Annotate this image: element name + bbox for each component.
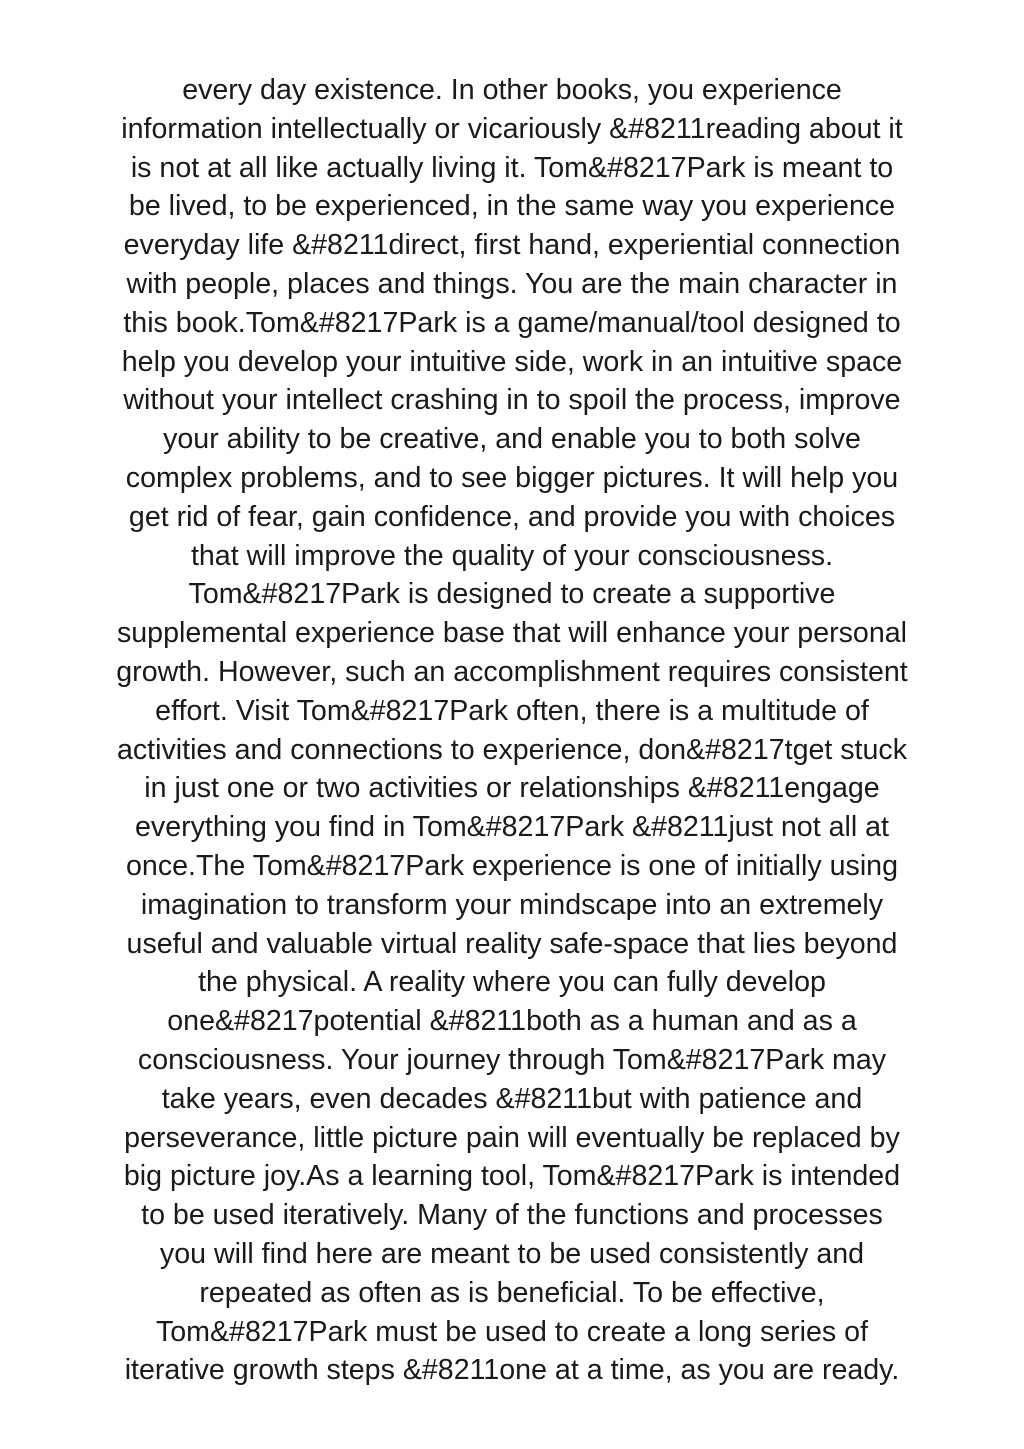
text-line: one&#8217potential &#8211both as a human and as a <box>167 1005 857 1038</box>
text-line: information intellectually or vicariously &#8211reading about it <box>121 112 903 145</box>
text-line: this book.Tom&#8217Park is a game/manual/tool designed to <box>123 306 901 339</box>
text-line: supplemental experience base that will enhance your personal <box>116 617 907 650</box>
text-line: imagination to transform your mindscape into an extremely <box>140 888 884 921</box>
text-line: with people, places and things. You are the main character in <box>126 267 898 300</box>
text-line: consciousness. Your journey through Tom&#8217Park may <box>137 1043 887 1076</box>
text-line: activities and connections to experience, don&#8217tget stuck <box>116 733 907 766</box>
text-line: that will improve the quality of your consciousness. <box>190 539 834 572</box>
text-line: big picture joy.As a learning tool, Tom&#8217Park is intended <box>123 1160 901 1193</box>
text-line: to be used iteratively. Many of the functions and processes <box>141 1199 883 1232</box>
text-line: take years, even decades &#8211but with patience and <box>161 1082 863 1115</box>
text-line: Tom&#8217Park is designed to create a supportive <box>188 578 836 611</box>
text-line: once.The Tom&#8217Park experience is one of initially using <box>126 849 898 882</box>
text-line: everything you find in Tom&#8217Park &#8211just not all at <box>135 811 889 844</box>
text-line: without your intellect crashing in to spoil the process, improve <box>123 384 901 417</box>
text-line: help you develop your intuitive side, work in an intuitive space <box>121 345 903 378</box>
text-line: Tom&#8217Park must be used to create a long series of <box>155 1315 869 1348</box>
text-line: repeated as often as is beneficial. To be effective, <box>199 1276 825 1309</box>
text-line: is not at all like actually living it. Tom&#8217Park is meant to <box>130 151 894 184</box>
text-line: in just one or two activities or relationships &#8211engage <box>144 772 880 805</box>
text-line: you will find here are meant to be used consistently and <box>159 1237 865 1270</box>
text-line: every day existence. In other books, you experience <box>182 74 842 106</box>
text-line: get rid of fear, gain confidence, and provide you with choices <box>128 500 896 533</box>
text-line: be lived, to be experienced, in the same way you experience <box>128 190 896 223</box>
text-line: useful and valuable virtual reality safe-space that lies beyond <box>126 927 898 960</box>
document-body <box>0 71 1024 1390</box>
text-line: complex problems, and to see bigger pictures. It will help you <box>125 461 899 494</box>
text-line: the physical. A reality where you can fully develop <box>198 966 826 999</box>
text-line: effort. Visit Tom&#8217Park often, there is a multitude of <box>155 694 869 727</box>
text-line: perseverance, little picture pain will eventually be replaced by <box>124 1121 900 1154</box>
text-line: your ability to be creative, and enable you to both solve <box>163 423 861 456</box>
text-line: iterative growth steps &#8211one at a time, as you are ready. <box>124 1354 900 1387</box>
text-line: growth. However, such an accomplishment requires consistent <box>116 655 908 688</box>
text-line: everyday life &#8211direct, first hand, experiential connection <box>123 229 901 262</box>
